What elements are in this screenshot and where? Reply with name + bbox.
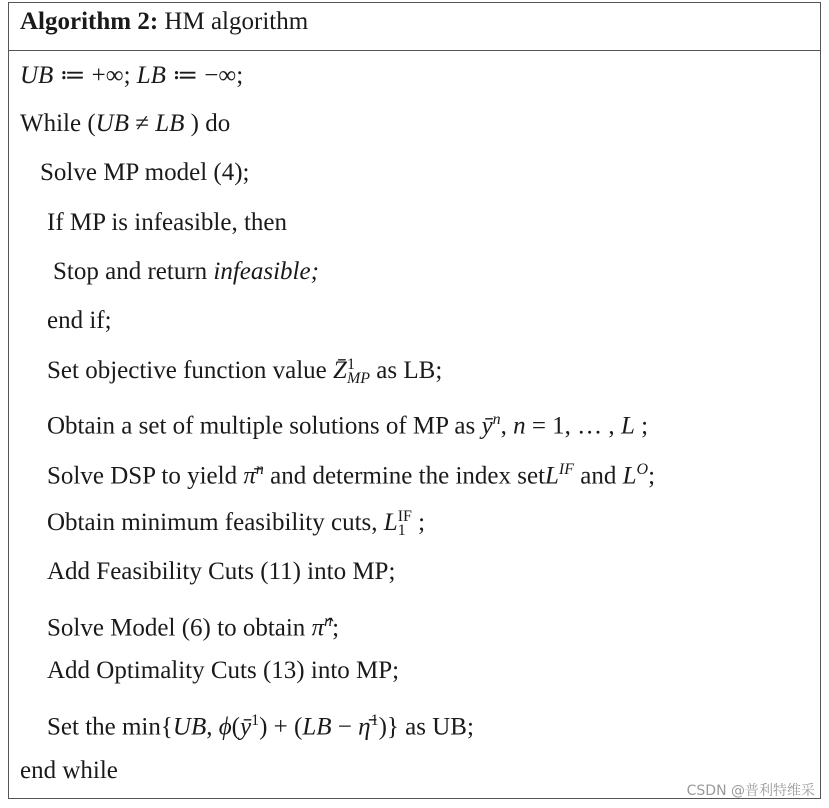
algorithm-line-3: Solve MP model (4); (40, 159, 250, 186)
algorithm-line-11: Add Feasibility Cuts (11) into MP; (47, 558, 396, 585)
algorithm-line-5: Stop and return infeasible; (53, 258, 319, 285)
algorithm-line-12: Solve Model (6) to obtain π̂$^n$; (47, 613, 340, 642)
algorithm-line-4: If MP is infeasible, then (47, 209, 288, 236)
algorithm-line-8: Obtain a set of multiple solutions of MP as $ȳ^n$, n = 1, … , L ; (47, 411, 649, 440)
algorithm-line-2: While (UB ≠ LB ) do (20, 110, 231, 137)
algorithm-box (8, 2, 821, 799)
algorithm-line-9: Solve DSP to yield π̄$^n$ and determine the index setL$^{IF}$ and $L^O$; (47, 461, 656, 490)
algorithm-line-13: Add Optimality Cuts (13) into MP; (47, 657, 400, 684)
algorithm-title: HM algorithm (164, 8, 309, 35)
algorithm-header (9, 3, 820, 51)
algorithm-line-10: Obtain minimum feasibility cuts, L IF 1 ; (47, 508, 426, 540)
algorithm-label: Algorithm 2: (20, 8, 159, 35)
algorithm-line-1: UB ≔ +∞; LB ≔ −∞; (20, 62, 244, 89)
watermark: CSDN @普利特维采 (686, 783, 815, 799)
algorithm-line-6: end if; (47, 307, 112, 334)
algorithm-line-7: Set objective function value Z̄ 1 MP as LB; (47, 356, 443, 388)
algorithm-line-15: end while (20, 757, 118, 784)
algorithm-line-14: Set the min{UB, $\phi(ȳ^1) + (LB$ − η̄$^1$)} as UB; (47, 712, 474, 741)
